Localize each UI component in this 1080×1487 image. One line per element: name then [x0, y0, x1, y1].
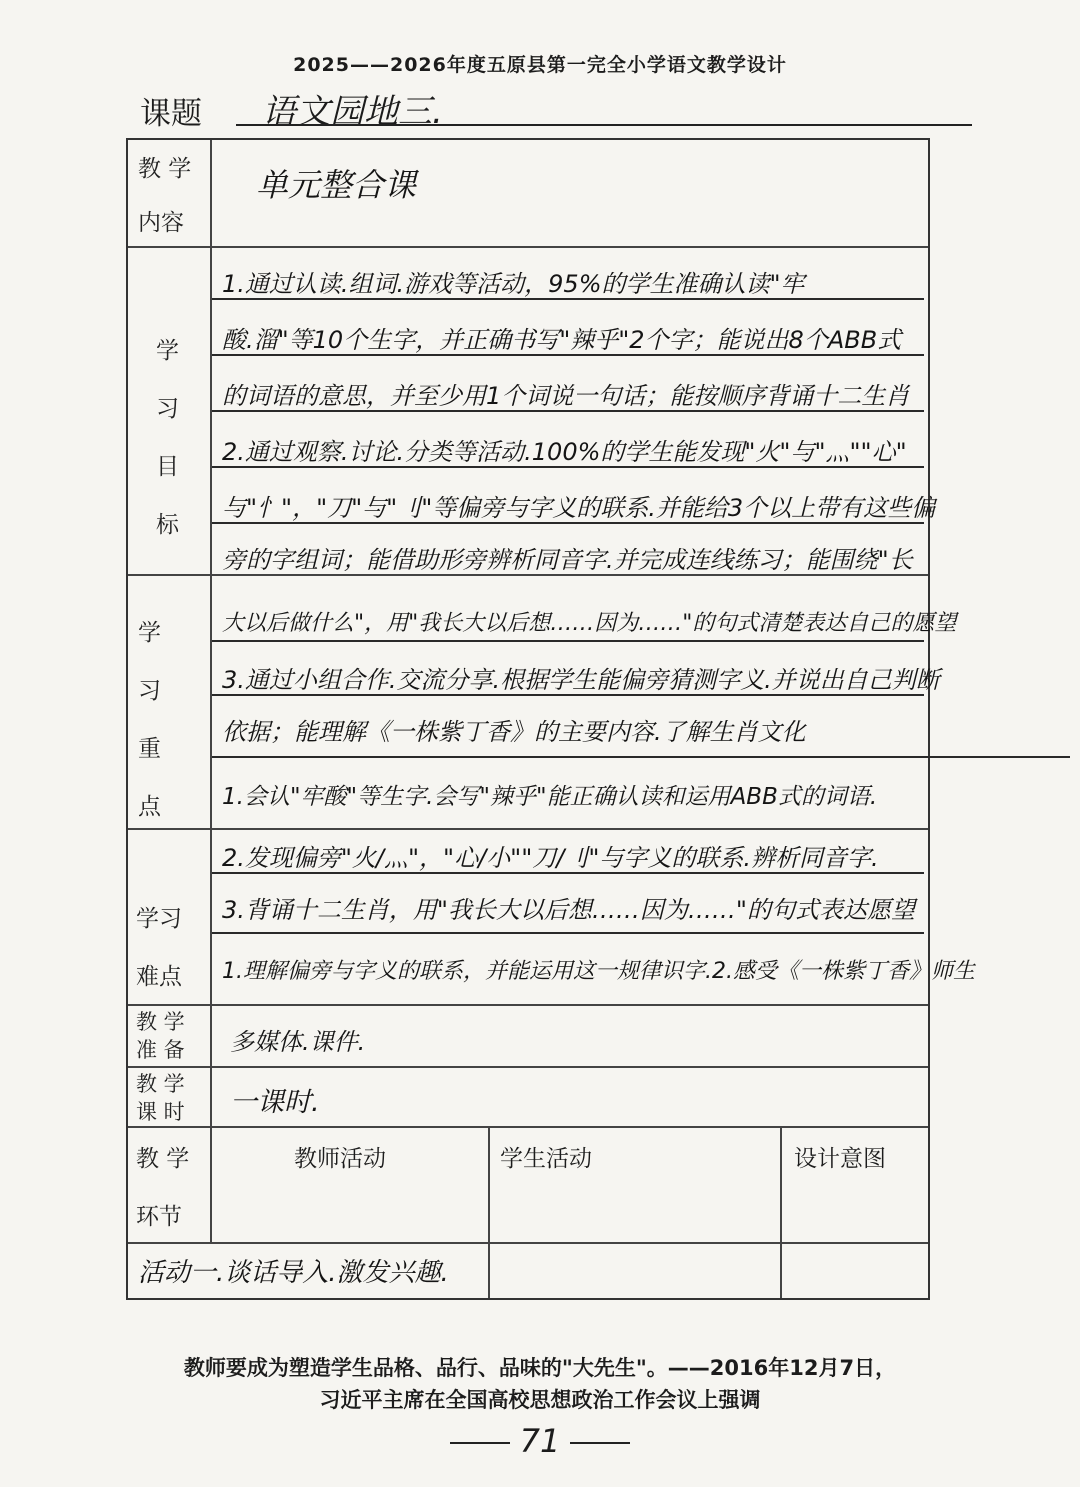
key-points-label-char: 学	[138, 620, 161, 646]
row-divider	[128, 828, 928, 830]
key-point-line: 大以后做什么"，用"我长大以后想……因为……"的句式清楚表达自己的愿望	[222, 611, 957, 636]
objectives-label-char: 习	[156, 396, 179, 422]
difficulty-line: 2.发现偏旁"火/灬"，"心/小""刀/刂"与字义的联系.辨析同音字.	[222, 844, 879, 872]
column-header-intent: 设计意图	[794, 1146, 886, 1172]
objective-line: 旁的字组词；能借助形旁辨析同音字.并完成连线练习；能围绕"长	[222, 546, 913, 574]
content-value: 单元整合课	[256, 166, 417, 204]
key-points-label-char: 重	[138, 736, 161, 762]
objective-line: 2.通过观察.讨论.分类等活动.100%的学生能发现"火"与"灬""心"	[222, 438, 907, 466]
difficulties-label-line2: 难点	[136, 964, 182, 990]
page-header: 2025——2026年度五原县第一完全小学语文教学设计	[293, 54, 787, 76]
key-points-label-char: 点	[138, 794, 161, 820]
column-header-teacher: 教师活动	[294, 1146, 386, 1172]
objective-line: 与"忄"，"刀"与"刂"等偏旁与字义的联系.并能给3个以上带有这些偏	[222, 494, 936, 522]
stages-label-line2: 环节	[136, 1204, 182, 1230]
ruled-line	[212, 932, 924, 934]
stages-label-line1: 教 学	[136, 1146, 190, 1172]
objectives-label-char: 目	[156, 454, 179, 480]
row-divider	[128, 1126, 928, 1128]
preparation-value: 多媒体.课件.	[230, 1028, 366, 1056]
objectives-label-char: 学	[156, 338, 179, 364]
preparation-label-line1: 教 学	[136, 1010, 185, 1034]
page-number	[0, 1422, 1080, 1460]
key-point-line: 依据；能理解《一株紫丁香》的主要内容.了解生肖文化	[222, 718, 806, 746]
page-number-dash	[450, 1442, 510, 1444]
objectives-label	[156, 322, 179, 554]
content-label-line2: 内容	[138, 210, 184, 236]
difficulties-label-line1: 学习	[136, 906, 182, 932]
objective-line: 的词语的意思，并至少用1个词说一句话；能按顺序背诵十二生肖	[222, 382, 910, 410]
topic-underline	[236, 124, 972, 126]
topic-value: 语文园地三.	[262, 92, 443, 132]
ruled-line	[212, 756, 1070, 758]
row-divider	[128, 1066, 928, 1068]
column-header-student: 学生活动	[500, 1146, 592, 1172]
ruled-line	[212, 466, 924, 468]
key-point-line: 3.通过小组合作.交流分享.根据学生能偏旁猜测字义.并说出自己判断	[222, 666, 940, 694]
difficulty-line: 1.理解偏旁与字义的联系，并能运用这一规律识字.2.感受《一株紫丁香》师生	[222, 959, 975, 984]
topic-label: 课题	[140, 96, 202, 132]
page-number-value: 71	[519, 1422, 561, 1460]
periods-value: 一课时.	[230, 1087, 320, 1118]
ruled-line	[212, 410, 924, 412]
column-divider	[780, 1126, 782, 1298]
ruled-line	[212, 354, 924, 356]
preparation-label-line2: 准 备	[136, 1038, 185, 1062]
footer-quote-line2: 习近平主席在全国高校思想政治工作会议上强调	[319, 1388, 761, 1412]
key-point-line: 1.会认"牢酸"等生字.会写"辣乎"能正确认读和运用ABB式的词语.	[222, 784, 878, 810]
page-number-dash	[570, 1442, 630, 1444]
ruled-line	[212, 640, 924, 642]
content-label-line1: 教 学	[138, 156, 192, 182]
ruled-line	[212, 872, 924, 874]
objectives-label-char: 标	[156, 512, 179, 538]
activity-title: 活动一.谈话导入.激发兴趣.	[138, 1258, 449, 1288]
periods-label-line1: 教 学	[136, 1072, 185, 1096]
row-divider	[128, 246, 928, 248]
ruled-line	[212, 298, 924, 300]
difficulty-line: 3.背诵十二生肖，用"我长大以后想……因为……"的句式表达愿望	[222, 896, 915, 924]
periods-label-line2: 课 时	[136, 1100, 185, 1124]
footer-quote-line1: 教师要成为塑造学生品格、品行、品味的"大先生"。——2016年12月7日，	[183, 1356, 897, 1380]
label-column-divider	[210, 140, 212, 1242]
column-divider	[488, 1126, 490, 1298]
objective-line: 酸.溜"等10个生字，并正确书写"辣乎"2个字；能说出8个ABB式	[222, 326, 902, 354]
row-divider	[128, 1242, 928, 1244]
ruled-line	[212, 522, 924, 524]
key-points-label-char: 习	[138, 678, 161, 704]
objective-line: 1.通过认读.组词.游戏等活动，95%的学生准确认读"牢	[222, 270, 805, 298]
row-divider	[128, 1004, 928, 1006]
key-points-label	[138, 604, 161, 836]
ruled-line	[212, 694, 924, 696]
